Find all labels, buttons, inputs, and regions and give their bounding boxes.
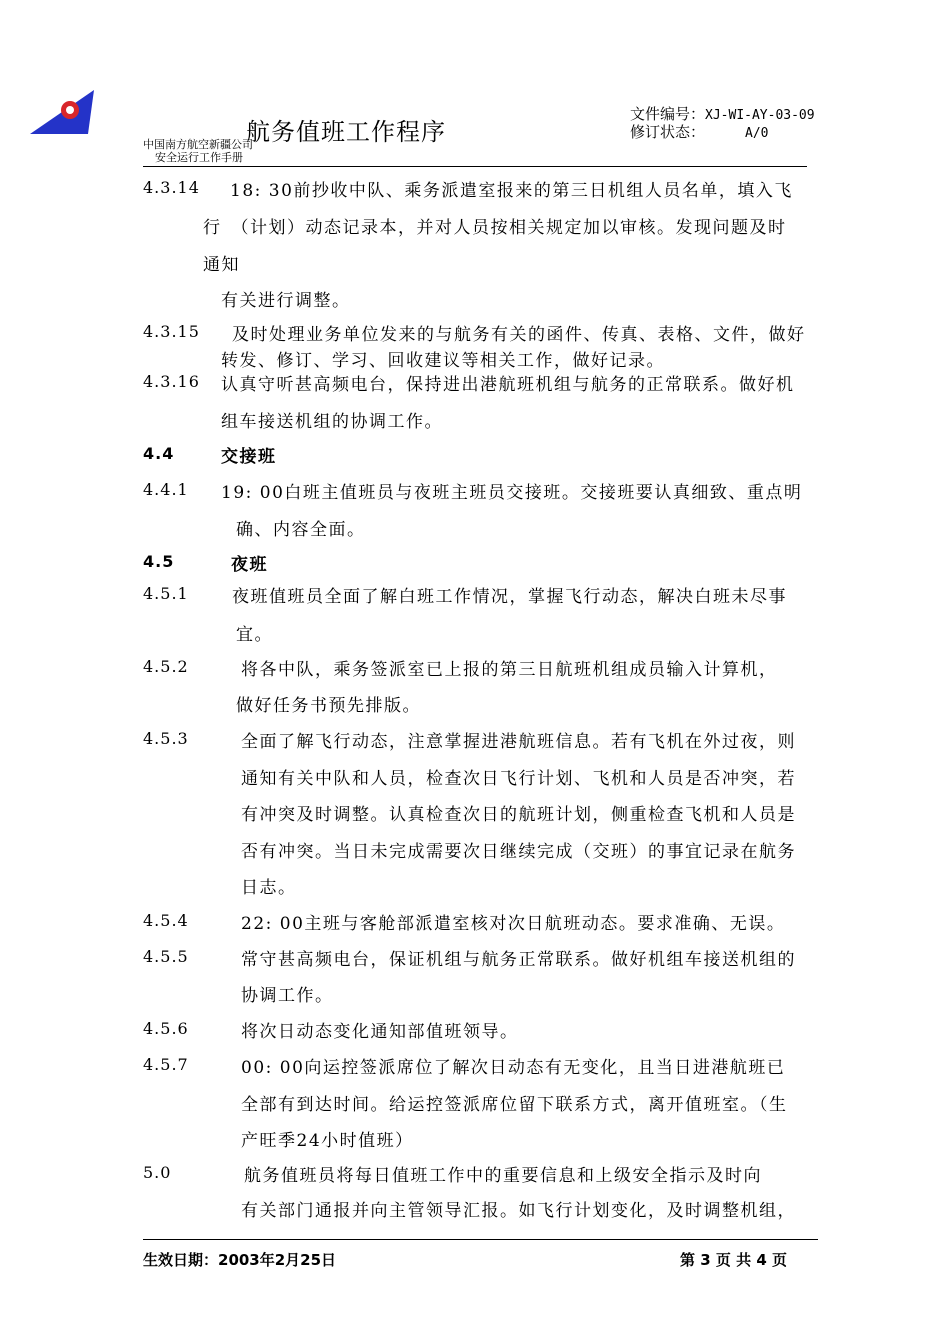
section-line: 00: 00向运控签派席位了解次日动态有无变化，且当日进港航班已 [241,1058,786,1078]
section-line: 有冲突及时调整。认真检查次日的航班计划，侧重检查飞机和人员是 [241,805,796,825]
revision-label: 修订状态： [630,123,706,141]
section-line: 常守甚高频电台，保证机组与航务正常联系。做好机组车接送机组的 [241,950,796,970]
section-line: 全部有到达时间。给运控签派席位留下联系方式，离开值班室。（生 [241,1095,788,1115]
footer-divider [143,1239,818,1240]
section-line: 确、内容全面。 [236,520,366,540]
section-number: 4.3.15 [143,322,200,341]
section-line: 全面了解飞行动态，注意掌握进港航班信息。若有飞机在外过夜，则 [241,732,796,752]
section-line: 通知 [203,255,240,275]
section-line: 航务值班员将每日值班工作中的重要信息和上级安全指示及时向 [244,1166,762,1186]
section-number: 4.5.7 [143,1055,189,1074]
section-line: 22: 00主班与客舱部派遣室核对次日航班动态。要求准确、无误。 [241,914,786,934]
section-line: 否有冲突。当日未完成需要次日继续完成（交班）的事宜记录在航务 [241,842,796,862]
section-line: 做好任务书预先排版。 [236,696,421,716]
section-line: 及时处理业务单位发来的与航务有关的函件、传真、表格、文件，做好 [232,325,806,345]
section-number: 4.3.16 [143,372,200,391]
doc-number-value: XJ-WI-AY-03-09 [705,108,815,123]
section-line: 有关进行调整。 [221,291,351,311]
section-line: 夜班值班员全面了解白班工作情况，掌握飞行动态，解决白班未尽事 [232,587,787,607]
manual-name: 安全运行工作手册 [155,151,243,164]
section-number: 4.4.1 [143,480,189,499]
revision-row [630,124,815,142]
document-info [630,106,815,142]
airline-logo-icon [26,88,98,136]
company-block [143,138,253,164]
section-line: 行 （计划）动态记录本，并对人员按相关规定加以审核。发现问题及时 [203,218,787,238]
section-line: 组车接送机组的协调工作。 [221,412,443,432]
section-number: 4.3.14 [143,178,200,197]
section-number: 4.5.1 [143,584,189,603]
effective-date: 生效日期：2003年2月25日 [143,1251,337,1269]
section-number: 4.5.6 [143,1019,189,1038]
section-number: 4.5 [143,552,175,571]
section-number: 4.5.4 [143,911,189,930]
company-name: 中国南方航空新疆公司 [143,138,253,151]
section-line: 日志。 [241,878,297,898]
section-line: 18: 30前抄收中队、乘务派遣室报来的第三日机组人员名单，填入飞 [230,181,793,201]
header-divider [143,166,807,167]
section-heading: 夜班 [231,555,268,575]
section-heading: 交接班 [221,447,277,467]
section-line: 宜。 [236,625,273,645]
section-line: 协调工作。 [241,986,334,1006]
section-line: 产旺季24小时值班） [241,1131,414,1151]
doc-number-label: 文件编号： [630,105,706,123]
document-title: 航务值班工作程序 [246,118,446,146]
section-number: 5.0 [143,1163,172,1182]
section-line: 转发、修订、学习、回收建议等相关工作，做好记录。 [221,351,665,371]
page-number: 第 3 页 共 4 页 [680,1251,787,1269]
section-line: 将各中队，乘务签派室已上报的第三日航班机组成员输入计算机， [241,660,778,680]
section-line: 认真守听甚高频电台，保持进出港航班机组与航务的正常联系。做好机 [221,375,795,395]
section-number: 4.5.3 [143,729,189,748]
section-line: 通知有关中队和人员，检查次日飞行计划、飞机和人员是否冲突，若 [241,769,796,789]
section-number: 4.4 [143,444,175,463]
revision-value: A/0 [745,126,769,141]
section-number: 4.5.2 [143,657,189,676]
section-line: 将次日动态变化通知部值班领导。 [241,1022,519,1042]
doc-number-row [630,106,815,124]
section-line: 有关部门通报并向主管领导汇报。如飞行计划变化，及时调整机组， [241,1201,796,1221]
section-number: 4.5.5 [143,947,189,966]
section-line: 19: 00白班主值班员与夜班主班员交接班。交接班要认真细致、重点明 [221,483,803,503]
